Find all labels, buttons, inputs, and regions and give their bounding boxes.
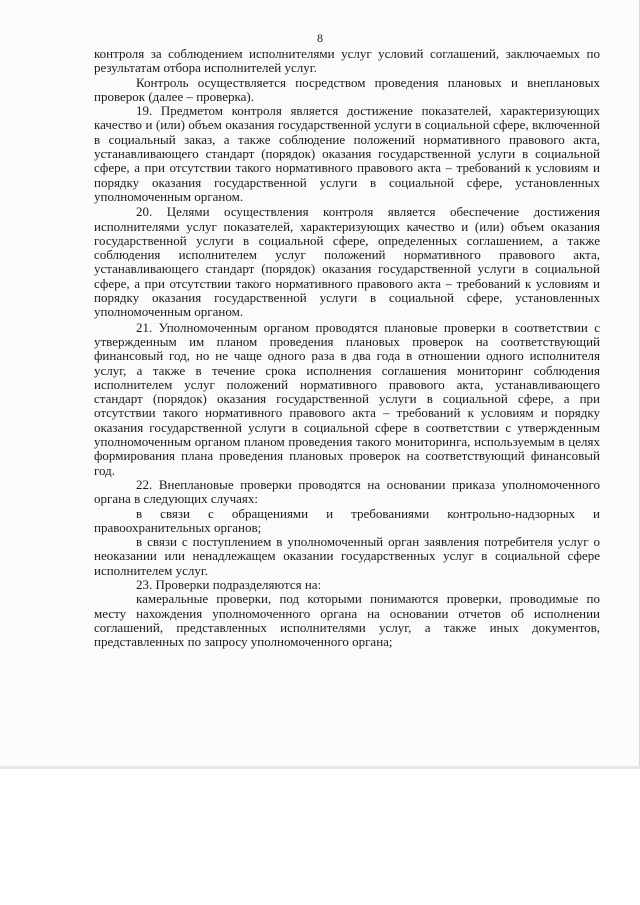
paragraph-continuation: контроля за соблюдением исполнителями услуг условий соглашений, заключаемых по результатам отбора исполнителей услуг. (94, 46, 600, 76)
paragraph-19-subject: 19. Предметом контроля является достижение показателей, характеризующих качество и (или) объем оказания государственной услуги в социальной сфере, включенной в социальный заказ, а также соблюдение положений нормативного правового акта, устанавливающего стандарт (порядок) оказания государственной услуги в социальной сфере, а при отсутствии такого нормативного правового акта – требований к условиям и порядку оказания государственной услуги в социальной сфере, установленных уполномоченным органом. (94, 103, 600, 204)
document-body (94, 47, 600, 649)
page-number: 8 (317, 31, 323, 45)
paragraph-20-goals: 20. Целями осуществления контроля является обеспечение достижения исполнителями услуг показателей, характеризующих качество и (или) объем оказания государственной услуги в социальной сфере, определенных соглашением, а также соблюдения исполнителем услуг положений нормативного правового акта, устанавливающего стандарт (порядок) оказания государственной услуги в социальной сфере, а при отсутствии такого нормативного правового акта – требований к условиям и порядку оказания государственной услуги в социальной сфере, установленных уполномоченным органом. (94, 204, 600, 320)
paragraph-22-case-authorities: в связи с обращениями и требованиями контрольно-надзорных и правоохранительных органов; (94, 505, 600, 535)
paragraph-control-method: Контроль осуществляется посредством проведения плановых и внеплановых проверок (далее – проверка). (94, 74, 600, 104)
paragraph-23-check-types: 23. Проверки подразделяются на: (136, 576, 322, 592)
paragraph-23-desk-checks: камеральные проверки, под которыми понимаются проверки, проводимые по месту нахождения уполномоченного органа на основании отчетов об исполнении соглашений, представленных исполнителями услуг, а также иных документов, представленных по запросу уполномоченного органа; (94, 591, 600, 650)
scan-bottom-edge (0, 766, 640, 769)
paragraph-21-planned-checks: 21. Уполномоченным органом проводятся плановые проверки в соответствии с утвержденным им планом проведения плановых проверок на соответствующий финансовый год, но не чаще одного раза в два года в отношении одного исполнителя услуг, а также в течение срока исполнения соглашения мониторинг соблюдения исполнителем услуг положений нормативного правового акта, устанавливающего стандарт (порядок) оказания государственной услуги в социальной сфере, а при отсутствии такого нормативного правового акта – требований к условиям и порядку оказания государственной услуги в социальной сфере в соответствии с утвержденным уполномоченным органом планом проведения такого мониторинга, используемым в целях формирования плана проведения плановых проверок на соответствующий финансовый год. (94, 319, 600, 478)
paragraph-22-case-complaint: в связи с поступлением в уполномоченный орган заявления потребителя услуг о неоказании или ненадлежащем оказании государственных услуг в социальной сфере исполнителем услуг. (94, 534, 600, 578)
paragraph-22-unplanned-checks: 22. Внеплановые проверки проводятся на основании приказа уполномоченного органа в следующих случаях: (94, 476, 600, 507)
